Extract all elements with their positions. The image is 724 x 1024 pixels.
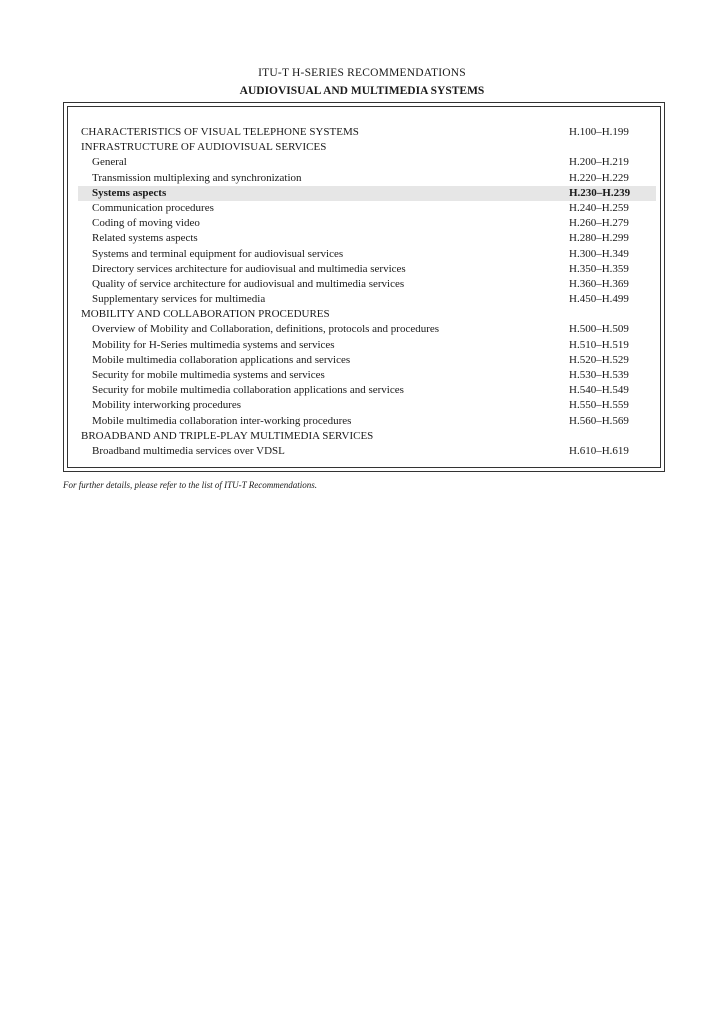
- recommendations-list: [78, 125, 656, 459]
- table-row: [78, 247, 656, 262]
- row-range: H.100–H.199: [569, 126, 629, 138]
- row-range: H.230–H.239: [569, 186, 631, 199]
- section-heading-row: [78, 307, 656, 322]
- row-label: Mobility interworking procedures: [92, 399, 242, 412]
- row-label: Coding of moving video: [92, 217, 200, 230]
- row-label: Quality of service architecture for audiovisual and multimedia services: [92, 277, 405, 290]
- table-row: [78, 231, 656, 246]
- row-range: H.280–H.299: [569, 232, 629, 245]
- row-label: Directory services architecture for audiovisual and multimedia services: [92, 262, 406, 275]
- row-range: H.520–H.529: [569, 353, 629, 366]
- row-range: H.560–H.569: [569, 414, 629, 427]
- table-row: [78, 201, 656, 216]
- row-range: H.350–H.359: [569, 262, 629, 275]
- table-row: [78, 216, 656, 231]
- row-range: H.530–H.539: [569, 369, 629, 381]
- row-label: INFRASTRUCTURE OF AUDIOVISUAL SERVICES: [81, 141, 327, 154]
- row-label: Supplementary services for multimedia: [92, 293, 266, 306]
- row-label: Broadband multimedia services over VDSL: [92, 444, 285, 457]
- row-label: Transmission multiplexing and synchronization: [92, 171, 302, 184]
- table-row: [78, 398, 656, 413]
- table-row: [78, 262, 656, 277]
- footnote: For further details, please refer to the list of ITU-T Recommendations.: [63, 480, 317, 490]
- table-row: [78, 383, 656, 398]
- row-range: H.540–H.549: [569, 384, 629, 397]
- row-range: H.240–H.259: [569, 201, 629, 214]
- table-row: [78, 353, 656, 368]
- section-heading-row: [78, 429, 656, 444]
- row-label: Security for mobile multimedia collaboration applications and services: [92, 384, 404, 397]
- table-row: [78, 277, 656, 292]
- row-label: CHARACTERISTICS OF VISUAL TELEPHONE SYSTEMS: [81, 126, 359, 138]
- row-label: Systems and terminal equipment for audiovisual services: [92, 247, 344, 260]
- row-range: H.220–H.229: [569, 171, 629, 184]
- row-range: H.360–H.369: [569, 277, 629, 290]
- row-label: Related systems aspects: [92, 232, 198, 245]
- section-heading-row: [78, 125, 656, 140]
- recommendations-table: [63, 102, 665, 472]
- row-range: H.610–H.619: [569, 444, 629, 457]
- row-label: Overview of Mobility and Collaboration, definitions, protocols and procedures: [92, 323, 440, 336]
- row-range: H.260–H.279: [569, 217, 629, 230]
- recommendations-table-inner-border: [67, 106, 661, 468]
- table-row: [78, 292, 656, 307]
- series-subtitle: AUDIOVISUAL AND MULTIMEDIA SYSTEMS: [239, 85, 485, 97]
- row-label: Mobile multimedia collaboration inter-working procedures: [92, 414, 352, 427]
- row-range: H.510–H.519: [569, 338, 629, 351]
- row-range: H.450–H.499: [569, 293, 629, 306]
- row-label: Mobility for H-Series multimedia systems and services: [92, 338, 335, 351]
- row-label: Systems aspects: [92, 186, 167, 199]
- row-range: H.500–H.509: [569, 323, 629, 336]
- table-row: [78, 368, 656, 383]
- section-heading-row: [78, 140, 656, 155]
- row-label: Communication procedures: [92, 201, 214, 214]
- row-label: Security for mobile multimedia systems and services: [92, 369, 325, 381]
- table-row: [78, 171, 656, 186]
- table-row: [78, 444, 656, 459]
- row-label: General: [92, 156, 127, 169]
- series-title: ITU-T H-SERIES RECOMMENDATIONS: [258, 67, 466, 79]
- row-label: MOBILITY AND COLLABORATION PROCEDURES: [81, 308, 330, 321]
- table-row: [78, 322, 656, 337]
- table-row-highlighted: [78, 186, 656, 201]
- row-range: H.200–H.219: [569, 156, 629, 169]
- row-range: H.300–H.349: [569, 247, 629, 260]
- table-row: [78, 414, 656, 429]
- table-row: [78, 155, 656, 170]
- row-label: BROADBAND AND TRIPLE-PLAY MULTIMEDIA SERVICES: [81, 429, 374, 442]
- row-range: H.550–H.559: [569, 399, 629, 412]
- table-row: [78, 338, 656, 353]
- row-label: Mobile multimedia collaboration applications and services: [92, 353, 351, 366]
